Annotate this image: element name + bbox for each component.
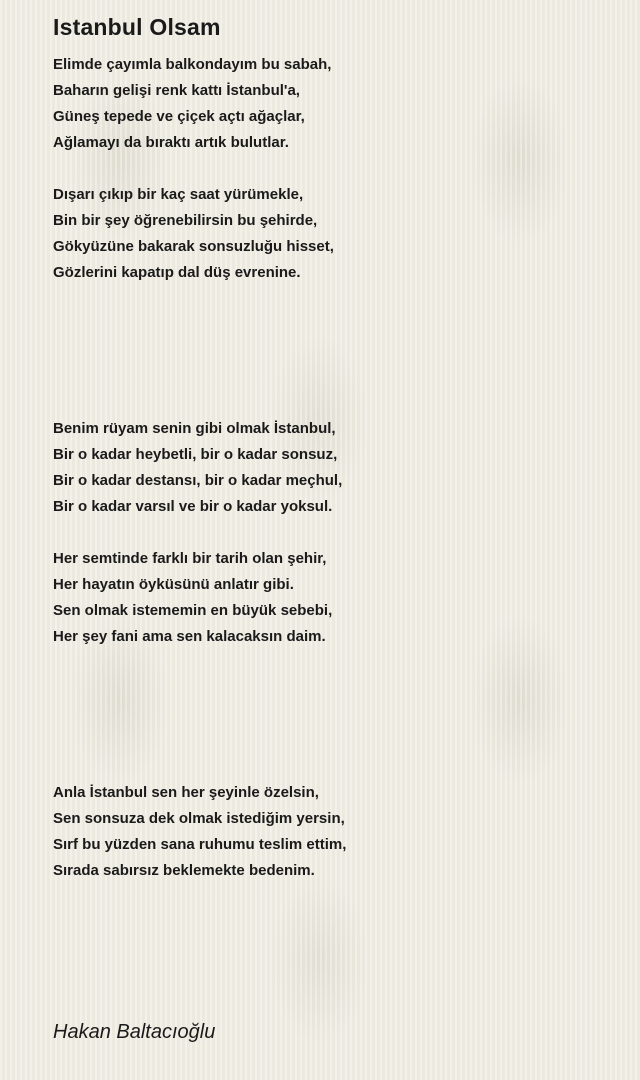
poem-line: Sırada sabırsız beklemekte bedenim. [53, 862, 315, 879]
poem-line: Her şey fani ama sen kalacaksın daim. [53, 628, 326, 645]
poem-stanza [53, 546, 613, 650]
poem-line: Gökyüzüne bakarak sonsuzluğu hisset, [53, 238, 334, 255]
poem-line: Sırf bu yüzden sana ruhumu teslim ettim, [53, 836, 347, 853]
poem-line: Güneş tepede ve çiçek açtı ağaçlar, [53, 108, 305, 125]
poem-stanza [53, 52, 613, 156]
poem-line: Gözlerini kapatıp dal düş evrenine. [53, 264, 301, 281]
poem-line: Benim rüyam senin gibi olmak İstanbul, [53, 420, 336, 437]
poem-line: Ağlamayı da bıraktı artık bulutlar. [53, 134, 289, 151]
poem-author: Hakan Baltacıoğlu [53, 1021, 216, 1043]
poem-line: Dışarı çıkıp bir kaç saat yürümekle, [53, 186, 304, 203]
poem-line: Bin bir şey öğrenebilirsin bu şehirde, [53, 212, 318, 229]
poem-line: Her hayatın öyküsünü anlatır gibi. [53, 576, 294, 593]
poem-line: Baharın gelişi renk kattı İstanbul'a, [53, 82, 300, 99]
poem-line: Bir o kadar heybetli, bir o kadar sonsuz, [53, 446, 338, 463]
poem-line: Bir o kadar varsıl ve bir o kadar yoksul. [53, 498, 333, 515]
poem-stanza [53, 780, 613, 884]
poem-line: Sen olmak istememin en büyük sebebi, [53, 602, 333, 619]
poem-line: Elimde çayımla balkondayım bu sabah, [53, 56, 332, 73]
poem-line: Bir o kadar destansı, bir o kadar meçhul, [53, 472, 343, 489]
poem-line: Anla İstanbul sen her şeyinle özelsin, [53, 784, 319, 801]
poem-title: Istanbul Olsam [53, 14, 221, 40]
poem-stanza [53, 416, 613, 520]
poem-container [53, 0, 613, 1043]
poem-line: Her semtinde farklı bir tarih olan şehir, [53, 550, 327, 567]
poem-stanza [53, 182, 613, 286]
poem-line: Sen sonsuza dek olmak istediğim yersin, [53, 810, 345, 827]
